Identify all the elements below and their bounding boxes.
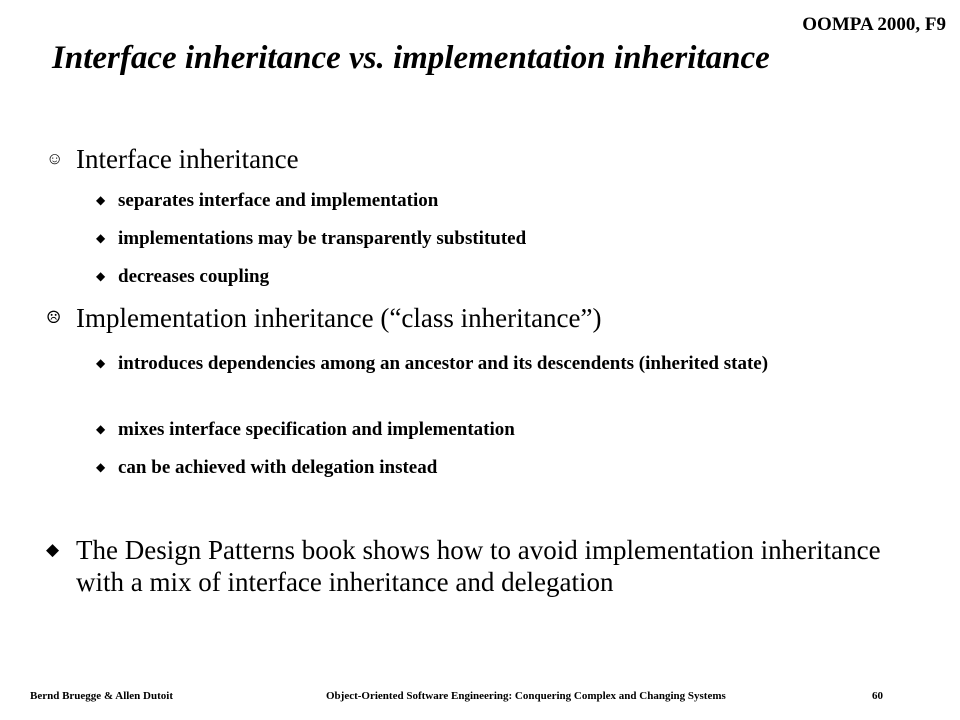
diamond-bullet-icon: ◆ bbox=[96, 193, 106, 207]
sub-bullet bbox=[96, 418, 515, 441]
sub-bullet-text: mixes interface specification and implementation bbox=[118, 419, 515, 440]
footer-book-title: Object-Oriented Software Engineering: Conquering Complex and Changing Systems bbox=[326, 690, 726, 702]
slide-title: Interface inheritance vs. implementation inheritance bbox=[52, 40, 770, 76]
sub-bullet-text: introduces dependencies among an ancestor and its descendents (inherited state) bbox=[118, 353, 769, 374]
bullet-implementation-inheritance bbox=[46, 302, 602, 334]
diamond-bullet-icon: ◆ bbox=[96, 231, 106, 245]
smiley-face-icon: ☺ bbox=[46, 149, 64, 168]
diamond-bullet-icon: ◆ bbox=[46, 540, 60, 559]
bullet-text: Implementation inheritance (“class inheritance”) bbox=[76, 303, 602, 333]
diamond-bullet-icon: ◆ bbox=[96, 269, 106, 283]
bullet-text: Interface inheritance bbox=[76, 144, 299, 174]
sub-bullet-text: decreases coupling bbox=[118, 266, 270, 287]
sub-bullet bbox=[96, 227, 526, 250]
frowning-face-icon: ☹ bbox=[46, 308, 62, 327]
sub-bullet bbox=[96, 352, 876, 375]
footer-authors: Bernd Bruegge & Allen Dutoit bbox=[30, 690, 173, 702]
bullet-text: The Design Patterns book shows how to avoid implementation inheritance with a mix of interface inheritance and delegation bbox=[76, 535, 881, 597]
diamond-bullet-icon: ◆ bbox=[96, 356, 106, 370]
sub-bullet-text: can be achieved with delegation instead bbox=[118, 457, 438, 478]
sub-bullet bbox=[96, 265, 269, 288]
footer-page-number: 60 bbox=[872, 690, 883, 702]
sub-bullet bbox=[96, 456, 437, 479]
sub-bullet-text: implementations may be transparently substituted bbox=[118, 228, 527, 249]
course-tag: OOMPA 2000, F9 bbox=[802, 14, 946, 35]
diamond-bullet-icon: ◆ bbox=[96, 460, 106, 474]
diamond-bullet-icon: ◆ bbox=[96, 422, 106, 436]
sub-bullet-text: separates interface and implementation bbox=[118, 190, 439, 211]
bullet-interface-inheritance bbox=[46, 143, 299, 175]
bullet-design-patterns bbox=[46, 534, 926, 598]
sub-bullet bbox=[96, 189, 438, 212]
